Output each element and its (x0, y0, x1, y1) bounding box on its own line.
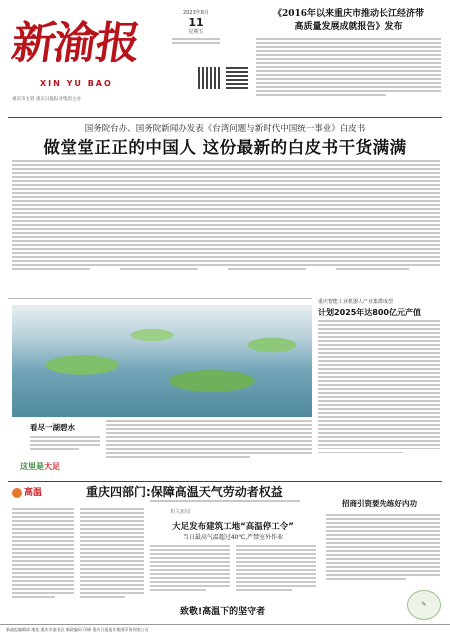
masthead (0, 0, 450, 118)
heat-section-label: 高温 (24, 488, 43, 498)
text-line (172, 42, 220, 44)
photo-caption-title: 看尽一湖碧水 (30, 423, 75, 432)
photo-side-text (106, 418, 312, 460)
related-news-label: 相关新闻 (170, 509, 191, 515)
qr-code-icon (226, 67, 248, 89)
sub-body-column (150, 543, 230, 593)
commentary-headline[interactable]: 招商引资要先练好内功 (342, 499, 417, 508)
brand-logo-accent: 大足 (44, 462, 60, 471)
brand-logo-main: 这里是 (20, 462, 44, 471)
commentary-body (326, 512, 440, 582)
heat-body-column (12, 506, 74, 600)
sub-body-column (236, 543, 316, 593)
top-story-headline-line1: 《2016年以来重庆市推动长江经济带 (272, 9, 425, 19)
bottom-headline[interactable]: 致敬!高温下的坚守者 (180, 607, 266, 617)
brand-logo (20, 461, 60, 472)
heat-body-column (80, 506, 144, 600)
sub-headline[interactable]: 大足发布建筑工地“高温停工令” (172, 522, 294, 532)
top-story-headline-line2: 高质量发展成就报告》发布 (294, 22, 403, 32)
photo-caption-text (30, 434, 100, 452)
lead-body-column (228, 158, 340, 272)
right-article (318, 298, 440, 456)
commentary-badge-icon: ✎ (407, 590, 441, 620)
divider (8, 117, 442, 118)
masthead-small-print: 重庆市主管 重庆日报报业集团主办 (12, 97, 81, 102)
qr-code-icon (198, 67, 220, 89)
lead-headline[interactable]: 做堂堂正正的中国人 这份最新的白皮书干货满满 (43, 138, 407, 157)
newspaper-logo: 新渝报 (8, 18, 142, 69)
date-weekday: 星期五 (188, 29, 204, 35)
lead-kicker: 国务院台办、国务院新闻办发表《台湾问题与新时代中国统一事业》白皮书 (84, 124, 366, 134)
divider (8, 298, 312, 299)
lake-photo (12, 305, 312, 417)
lead-body-column (12, 158, 124, 272)
lead-body-column (336, 158, 440, 272)
newspaper-pinyin: XIN YU BAO (40, 79, 113, 88)
right-article-kicker: 重庆智能工业机器人产业集群成型 (318, 299, 394, 305)
top-story-headline[interactable] (256, 8, 441, 34)
date-day: 11 (188, 16, 204, 29)
divider (8, 481, 442, 482)
right-article-headline[interactable]: 计划2025年达800亿元产值 (318, 308, 421, 317)
footer: 新渝报编辑部 地址:重庆市渝北区 邮政编码 印刷 重庆日报报业集团印务有限公司 (0, 624, 450, 640)
heat-byline (150, 498, 300, 504)
heat-section-tag (12, 485, 72, 503)
top-story-body (256, 36, 441, 106)
sub-headline-secondary: 当日最高气温超过40℃,严禁室外作业 (182, 534, 284, 541)
date-year-month: 2023年8月 (183, 10, 209, 16)
heat-headline[interactable]: 重庆四部门:保障高温天气劳动者权益 (86, 485, 283, 499)
text-line (172, 38, 220, 40)
lead-body-column (120, 158, 232, 272)
sun-icon (12, 488, 22, 498)
